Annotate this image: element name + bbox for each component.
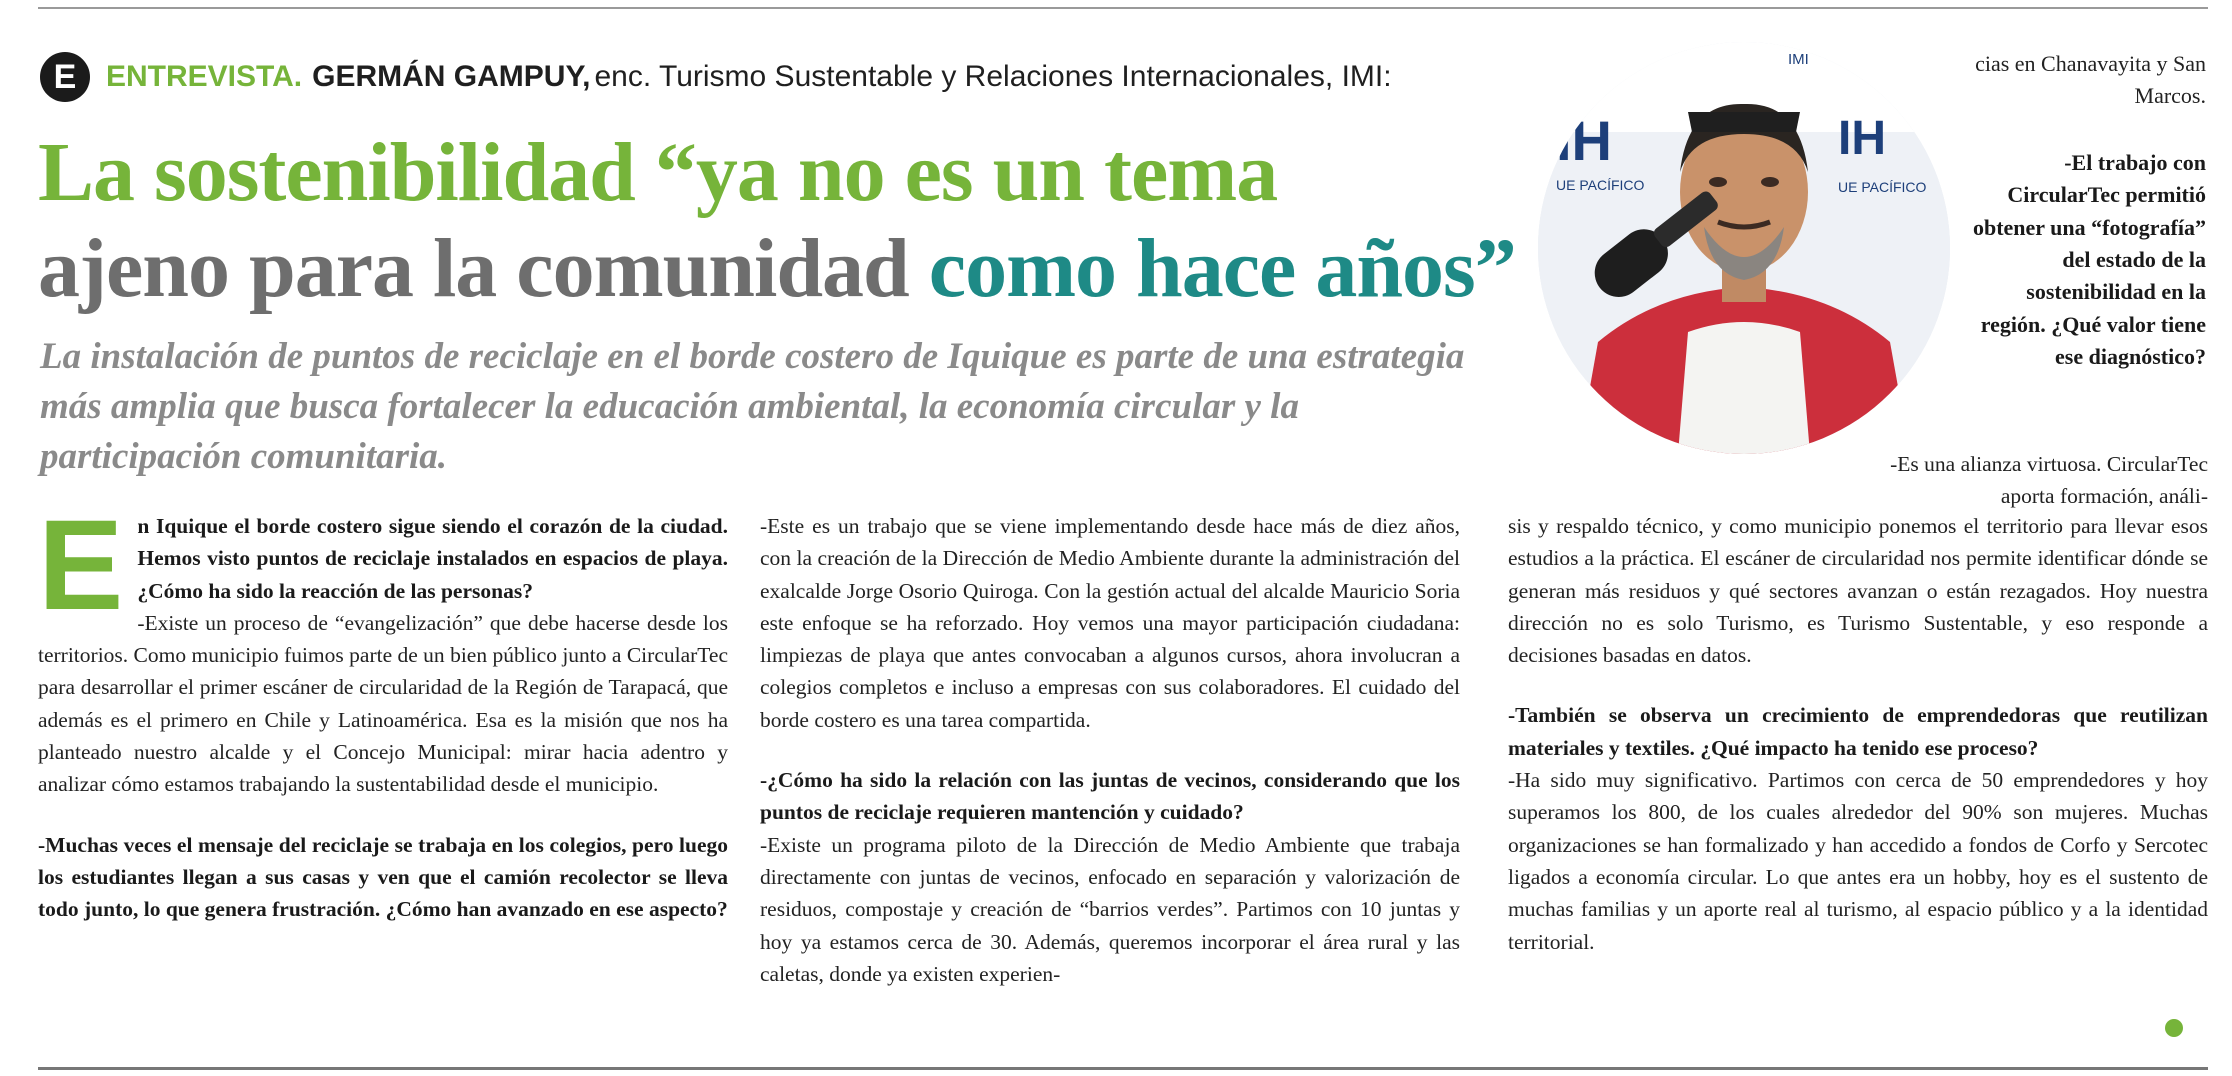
question-4: -El trabajo con CircularTec permitió obtener una “fotografía” del estado de la sostenibilidad en la región. ¿Qué valor tiene ese diagnóstico? [1972, 149, 2206, 370]
drop-cap: E [38, 494, 124, 637]
headline-line-2 [38, 221, 1518, 317]
kicker [40, 50, 1392, 104]
section-badge: E [40, 52, 90, 102]
section-tag: ENTREVISTA. [106, 60, 303, 93]
answer-4-rest: sis y respaldo técnico, y como municipio ponemos el territorio para llevar esos estudios a la práctica. El escáner de circularidad nos permite identificar dónde se generan más residuos y qué sectores avanzan o están rezagados. Hoy nuestra dirección no es solo Turismo, es Turismo Sustentable, y eso responde a decisiones basadas en datos. [1508, 514, 2208, 668]
banner-logo-right: IH [1838, 112, 1886, 165]
answer-5: -Ha sido muy significativo. Partimos con cerca de 50 emprendedores y hoy superamos los 800, de los cuales alrededor del 90% son mujeres. Muchas organizaciones se han formalizado y han accedido a fondos de Corfo y Sercotec ligados a economía circular. Lo que antes era un hobby, hoy es el sustento de muchas familias y un aporte real al turismo, al espacio público y a la identidad territorial. [1508, 768, 2208, 954]
headline-line-2-teal: como hace años” [928, 222, 1516, 315]
top-rule [38, 7, 2208, 9]
portrait-illustration [1538, 42, 1950, 454]
bottom-rule [38, 1067, 2208, 1070]
answer-1: -Existe un proceso de “evangelización” que debe hacerse desde los territorios. Como municipio fuimos parte de un bien público junto a CircularTec para desarrollar el primer escáner de circularidad de la Región de Tarapacá, que además es el primero en Chile y Latinoamérica. Esa es la misión que nos ha planteado nuestro alcalde y el Concejo Municipal: mirar hacia adentro y analizar cómo estamos trabajando la sustentabilidad desde el municipio. [38, 610, 728, 797]
column-3-top [1958, 48, 2206, 374]
interviewee-photo [1538, 42, 1950, 454]
banner-text-left-2: UE PACÍFICO [1556, 177, 1645, 193]
answer-3-continued: cias en Chanavayita y San Marcos. [1975, 51, 2206, 109]
question-1: n Iquique el borde costero sigue siendo el corazón de la ciudad. Hemos visto puntos de reciclaje instalados en espacios de playa. ¿Cómo ha sido la reacción de las personas? [137, 514, 728, 603]
headline [38, 125, 1518, 317]
banner-text-left: UE PACÍFICO [1556, 51, 1651, 68]
lead-paragraph: La instalación de puntos de reciclaje en el borde costero de Iquique es parte de una estrategia más amplia que busca fortalecer la educación ambiental, la economía circular y la participación comunitaria. [40, 336, 1465, 477]
interviewee-name: GERMÁN GAMPUY, [312, 60, 591, 93]
headline-line-1: La sostenibilidad “ya no es un tema [38, 126, 1278, 219]
question-5: -También se observa un crecimiento de emprendedoras que reutilizan materiales y textiles. ¿Qué impacto ha tenido ese proceso? [1508, 703, 2208, 760]
answer-3: -Existe un programa piloto de la Dirección de Medio Ambiente que trabaja directamente con juntas de vecinos, enfocado en separación y valorización de residuos, compostaje y creación de “barrios verdes”. Partimos con 10 juntas y hoy ya estamos cerca de 30. Además, queremos incorporar el área rural y las caletas, donde ya existen experien- [760, 832, 1460, 986]
banner-text-right: UE PACÍFICO [1838, 179, 1927, 195]
column-2 [760, 510, 1460, 990]
headline-line-2-gray: ajeno para la comunidad [38, 222, 929, 315]
answer-2: -Este es un trabajo que se viene implementando desde hace más de diez años, con la creación de la Dirección de Medio Ambiente durante la administración del exalcalde Jorge Osorio Quiroga. Con la gestión actual del alcalde Mauricio Soria este enfoque se ha reforzado. Hoy vemos una mayor participación ciudadana: limpiezas de playa que antes convocaban a algunos cursos, ahora involucran a colegios completos e incluso a empresas con sus colaboradores. El cuidado del borde costero es una tarea compartida. [760, 514, 1460, 732]
column-3-bottom [1508, 510, 2208, 958]
interviewee-role: enc. Turismo Sustentable y Relaciones Internacionales, IMI: [594, 60, 1392, 93]
banner-text-mid: IMI [1788, 51, 1809, 68]
banner-logo-left: IH [1556, 109, 1612, 172]
column-1 [38, 494, 728, 926]
question-2: -Muchas veces el mensaje del reciclaje se trabaja en los colegios, pero luego los estudiantes llegan a sus casas y ven que el camión recolector se lleva todo junto, lo que genera frustración. ¿Cómo han avanzado en ese aspecto? [38, 832, 728, 922]
question-3: -¿Cómo ha sido la relación con las juntas de vecinos, considerando que los puntos de reciclaje requieren mantención y cuidado? [760, 768, 1460, 825]
answer-4-start: -Es una alianza virtuosa. CircularTec aporta formación, análi- [1890, 452, 2208, 509]
end-mark-dot-icon [2165, 1019, 2183, 1037]
